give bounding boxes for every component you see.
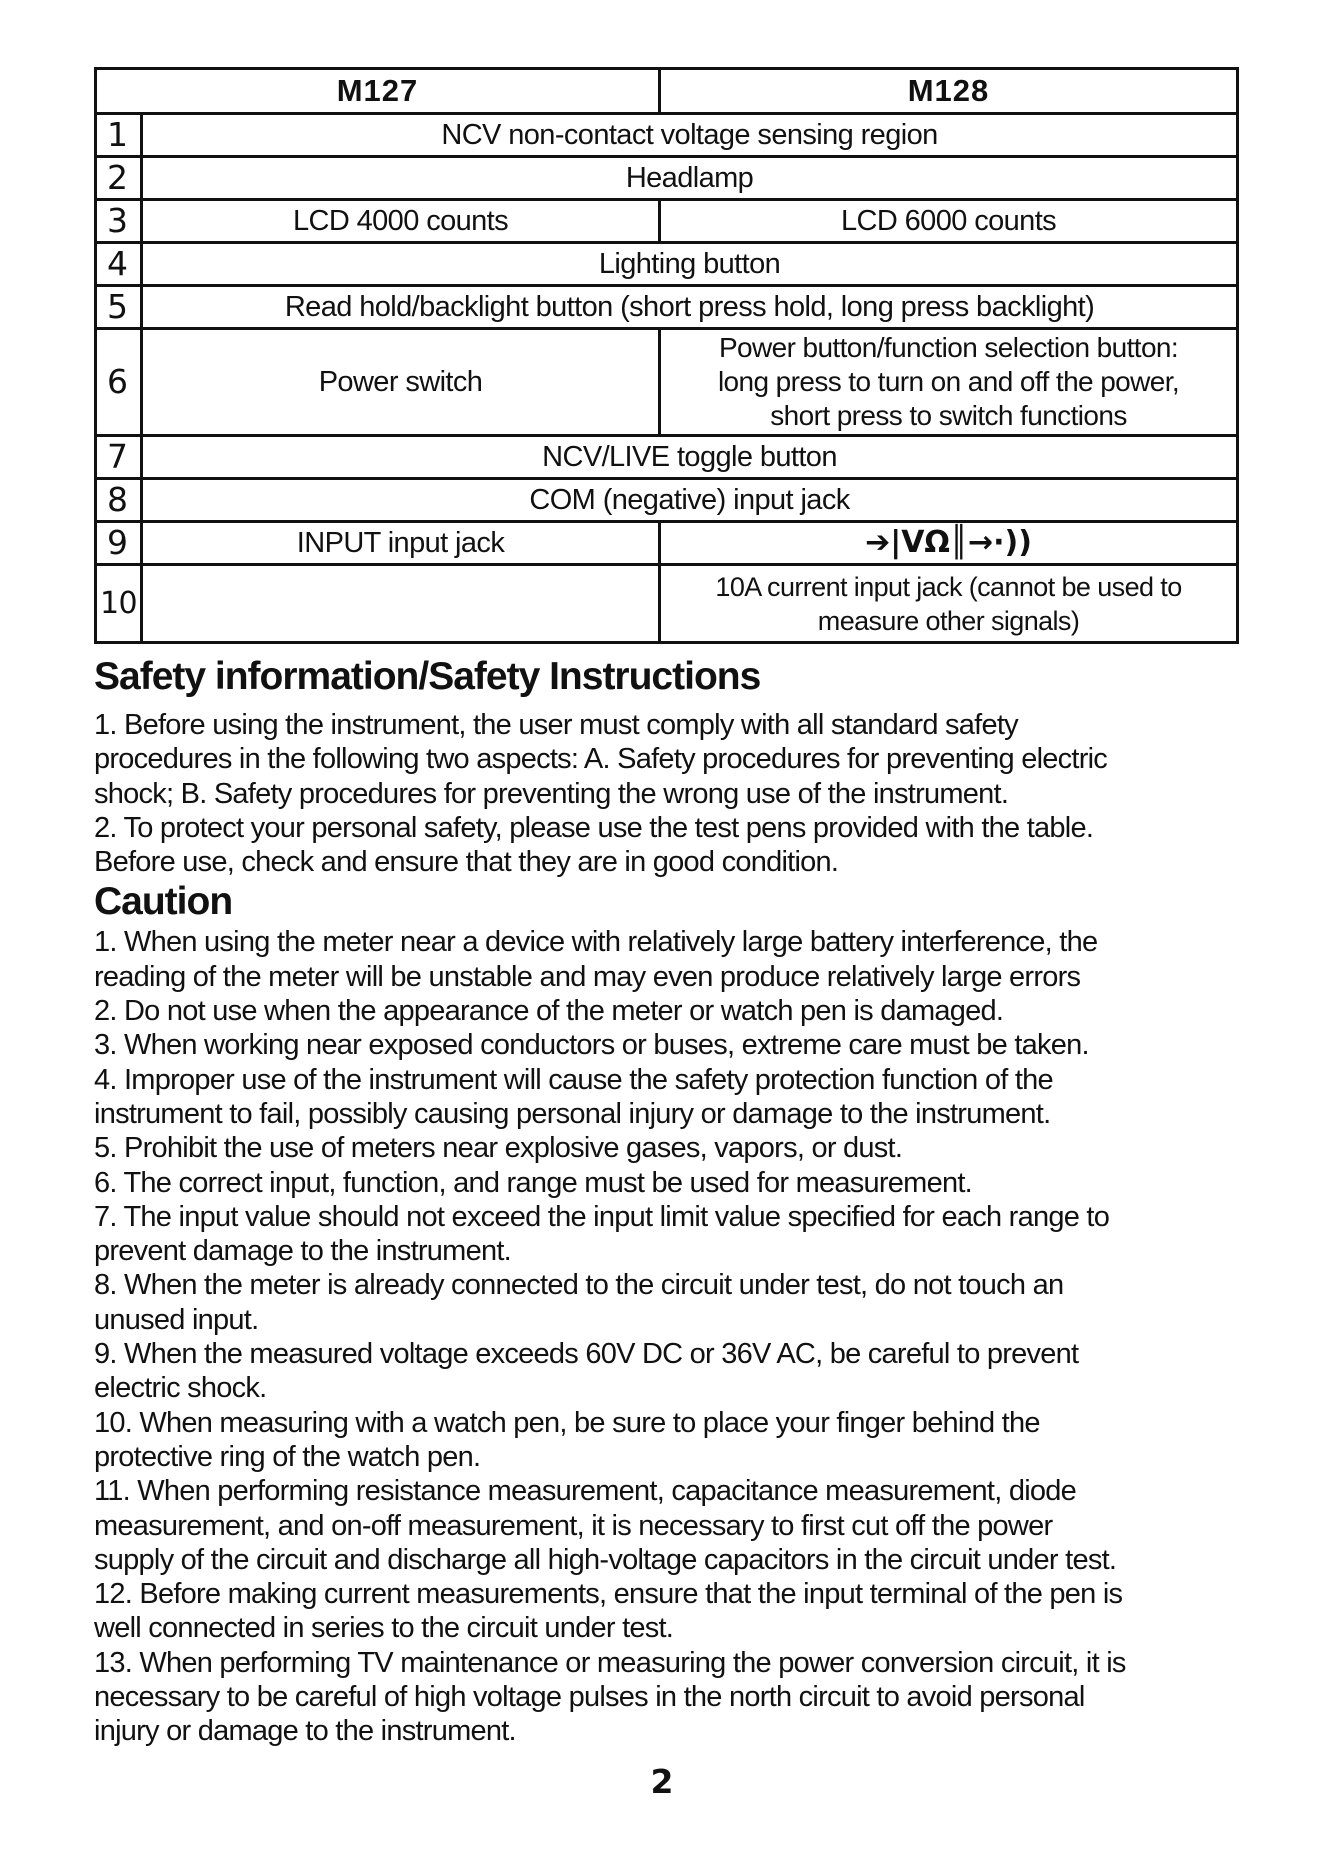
caution-line: protective ring of the watch pen.: [94, 1440, 481, 1473]
table-row: [96, 114, 1238, 157]
caution-line: 6. The correct input, function, and range must be used for measurement.: [94, 1166, 972, 1199]
row-number: 4: [96, 243, 142, 286]
caution-line: 9. When the measured voltage exceeds 60V DC or 36V AC, be careful to prevent: [94, 1338, 1079, 1371]
caution-line: 1. When using the meter near a device with relatively large battery interference, the: [94, 926, 1098, 959]
manual-page: [94, 67, 1236, 1749]
caution-line: 4. Improper use of the instrument will cause the safety protection function of the: [94, 1063, 1053, 1096]
caution-line: supply of the circuit and discharge all high-voltage capacitors in the circuit under test.: [94, 1543, 1117, 1576]
caution-line: necessary to be careful of high voltage pulses in the north circuit to avoid personal: [94, 1681, 1085, 1714]
cell-line: short press to switch functions: [770, 400, 1127, 431]
row-number: 8: [96, 479, 142, 522]
function-symbols-icon: ➔|VΩ║→·)): [660, 522, 1238, 565]
row-description: NCV non-contact voltage sensing region: [142, 114, 1238, 157]
component-table: [94, 67, 1239, 644]
caution-line: 10. When measuring with a watch pen, be sure to place your finger behind the: [94, 1406, 1040, 1439]
cell-line: Power button/function selection button:: [718, 332, 1179, 363]
row-number: 5: [96, 286, 142, 329]
caution-line: reading of the meter will be unstable and may even produce relatively large errors: [94, 960, 1081, 993]
row-number: 7: [96, 436, 142, 479]
caution-line: electric shock.: [94, 1372, 267, 1405]
row-m127-cell: LCD 4000 counts: [142, 200, 660, 243]
row-m127-cell: INPUT input jack: [142, 522, 660, 565]
row-description: NCV/LIVE toggle button: [142, 436, 1238, 479]
header-m127: M127: [96, 69, 660, 114]
caution-line: instrument to fail, possibly causing personal injury or damage to the instrument.: [94, 1097, 1051, 1130]
caution-line: 8. When the meter is already connected to the circuit under test, do not touch an: [94, 1269, 1064, 1302]
table-row: [96, 329, 1238, 436]
caution-section: [94, 925, 1236, 1748]
caution-line: 7. The input value should not exceed the input limit value specified for each range to: [94, 1200, 1110, 1233]
row-number: 2: [96, 157, 142, 200]
row-number: 3: [96, 200, 142, 243]
row-number: 1: [96, 114, 142, 157]
row-m128-cell: [660, 565, 1238, 643]
safety-line: 2. To protect your personal safety, please use the test pens provided with the table.: [94, 811, 1094, 844]
caution-line: prevent damage to the instrument.: [94, 1235, 511, 1268]
caution-line: unused input.: [94, 1303, 259, 1336]
caution-line: 3. When working near exposed conductors or buses, extreme care must be taken.: [94, 1029, 1089, 1062]
table-row: [96, 565, 1238, 643]
row-number: 10: [96, 565, 142, 643]
caution-line: 12. Before making current measurements, ensure that the input terminal of the pen is: [94, 1578, 1123, 1611]
caution-line: well connected in series to the circuit under test.: [94, 1612, 674, 1645]
cell-line: measure other signals): [817, 605, 1080, 636]
row-m127-cell: Power switch: [142, 329, 660, 436]
cell-line: long press to turn on and off the power,: [717, 366, 1180, 397]
row-description: Lighting button: [142, 243, 1238, 286]
row-description: COM (negative) input jack: [142, 479, 1238, 522]
table-row: [96, 436, 1238, 479]
cell-line: 10A current input jack (cannot be used to: [715, 571, 1182, 602]
caution-line: injury or damage to the instrument.: [94, 1715, 516, 1748]
row-m128-cell: LCD 6000 counts: [660, 200, 1238, 243]
table-row: [96, 243, 1238, 286]
row-description: Headlamp: [142, 157, 1238, 200]
safety-section: [94, 708, 1236, 879]
row-number: 6: [96, 329, 142, 436]
row-number: 9: [96, 522, 142, 565]
table-row: [96, 286, 1238, 329]
safety-line: shock; B. Safety procedures for preventing the wrong use of the instrument.: [94, 777, 1009, 810]
row-m127-cell: [142, 565, 660, 643]
caution-line: 2. Do not use when the appearance of the meter or watch pen is damaged.: [94, 995, 1004, 1028]
row-m128-cell: [660, 329, 1238, 436]
table-header-row: [96, 69, 1238, 114]
row-description: Read hold/backlight button (short press hold, long press backlight): [142, 286, 1238, 329]
safety-line: procedures in the following two aspects: A. Safety procedures for preventing electric: [94, 743, 1108, 776]
safety-line: Before use, check and ensure that they are in good condition.: [94, 846, 839, 879]
header-m128: M128: [660, 69, 1238, 114]
table-row: [96, 157, 1238, 200]
caution-line: 11. When performing resistance measurement, capacitance measurement, diode: [94, 1475, 1077, 1508]
caution-line: 5. Prohibit the use of meters near explosive gases, vapors, or dust.: [94, 1132, 903, 1165]
caution-line: 13. When performing TV maintenance or measuring the power conversion circuit, it is: [94, 1646, 1126, 1679]
safety-line: 1. Before using the instrument, the user must comply with all standard safety: [94, 709, 1018, 741]
table-row: [96, 522, 1238, 565]
caution-line: measurement, and on-off measurement, it is necessary to first cut off the power: [94, 1509, 1053, 1542]
table-row: [96, 479, 1238, 522]
table-row: [96, 200, 1238, 243]
safety-heading: Safety information/Safety Instructions: [94, 655, 761, 698]
page-number: 2: [650, 1762, 674, 1801]
caution-heading: Caution: [94, 880, 233, 924]
